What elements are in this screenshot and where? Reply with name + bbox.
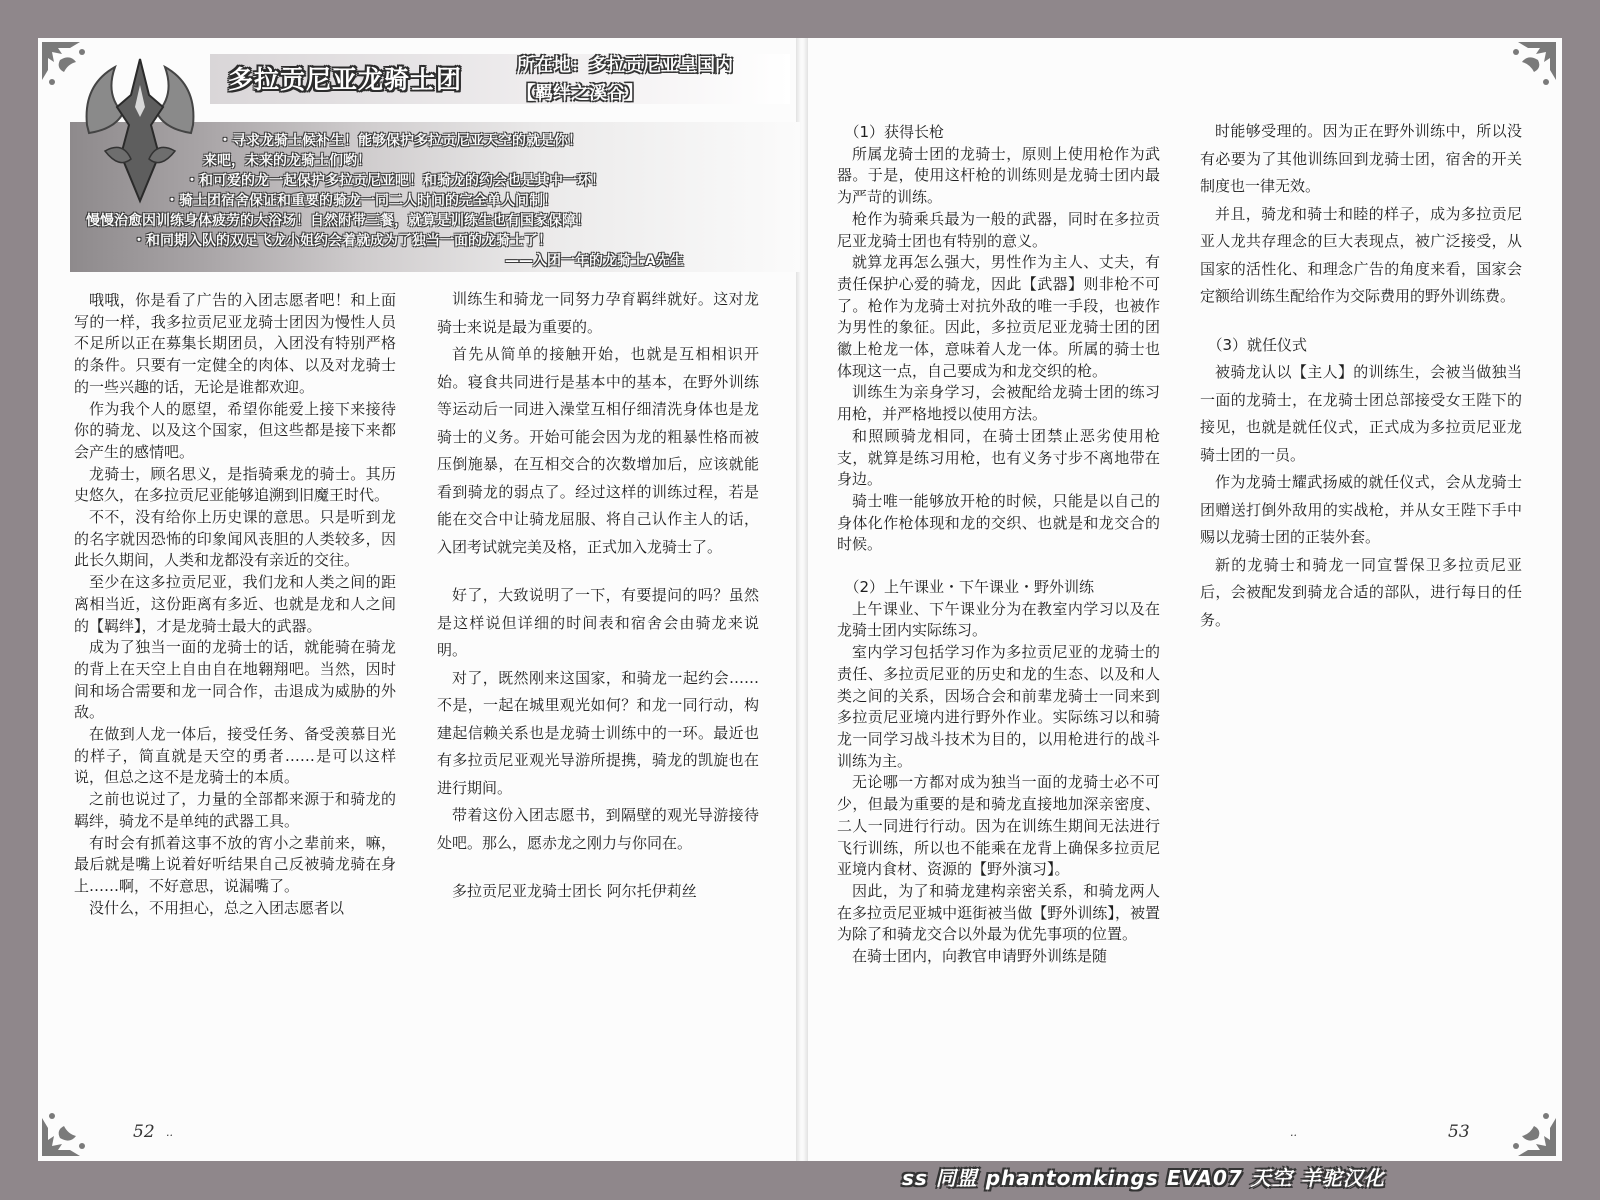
section-heading: （1）获得长枪 — [844, 123, 945, 141]
ad-line: 慢慢治愈因训练身体疲劳的大浴场！自然附带三餐，就算是训练生也有国家保障！ — [86, 213, 590, 229]
corner-ornament-icon — [40, 1088, 110, 1158]
paragraph: 在做到人龙一体后，接受任务、备受羡慕目光的样子，简直就是天空的勇者……是可以这样说，但总之这不是龙骑士的本质。 — [74, 725, 396, 787]
paragraph: 哦哦，你是看了广告的入团志愿者吧！和上面写的一样，我多拉贡尼亚龙骑士团因为慢性人员不足所以正在募集长期团员，入团没有特别严格的条件。只要有一定健全的肉体、以及对龙骑士的一些兴趣的话，无论是谁都欢迎。 — [74, 291, 396, 396]
ad-line: ・和可爱的龙一起保护多拉贡尼亚吧！和骑龙的约会也是其中一环！ — [185, 173, 605, 189]
corner-ornament-icon — [1488, 1088, 1558, 1158]
paragraph: 上午课业、下午课业分为在教室内学习以及在龙骑士团内实际练习。 — [837, 599, 1160, 640]
paragraph: 所属龙骑士团的龙骑士，原则上使用枪作为武器。于是，使用这杆枪的训练则是龙骑士团内最为严苛的训练。 — [837, 144, 1160, 207]
paragraph: 新的龙骑士和骑龙一同宣誓保卫多拉贡尼亚后，会被配发到骑龙合适的部队，进行每日的任务。 — [1200, 555, 1522, 629]
paragraph: 对了，既然刚来这国家，和骑龙一起约会……不是，一起在城里观光如何？和龙一同行动，构建起信赖关系也是龙骑士训练中的一环。最近也有多拉贡尼亚观光导游所提携，骑龙的凯旋也在进行期间。 — [437, 668, 759, 797]
page-number-dots: .. — [166, 1126, 173, 1139]
paragraph: 成为了独当一面的龙骑士的话，就能骑在骑龙的背上在天空上自由自在地翱翔吧。当然，因时间和场合需要和龙一同合作，击退成为威胁的外敌。 — [74, 638, 396, 722]
paragraph: 有时会有抓着这事不放的宵小之辈前来，嘛，最后就是嘴上说着好听结果自己反被骑龙骑在身上……啊，不好意思，说漏嘴了。 — [74, 833, 396, 895]
section-heading: （2）上午课业・下午课业・野外训练 — [844, 578, 1095, 597]
corner-ornament-icon — [1488, 40, 1558, 110]
paragraph: 龙骑士，顾名思义，是指骑乘龙的骑士。其历史悠久，在多拉贡尼亚能够追溯到旧魔王时代。 — [74, 464, 396, 505]
ad-line: 来吧，未来的龙骑士们哟！ — [203, 153, 371, 169]
paragraph: 作为我个人的愿望，希望你能爱上接下来接待你的骑龙、以及这个国家，但这些都是接下来都会产生的感情吧。 — [74, 399, 396, 461]
paragraph: 不不，没有给你上历史课的意思。只是听到龙的名字就因恐怖的印象闻风丧胆的人类较多，因此长久期间，人类和龙都没有亲近的交往。 — [74, 508, 396, 570]
paragraph: 因此，为了和骑龙建构亲密关系，和骑龙两人在多拉贡尼亚城中逛街被当做【野外训练】，被置为除了和骑龙交合以外最为优先事项的位置。 — [837, 881, 1160, 944]
paragraph: 就算龙再怎么强大，男性作为主人、丈夫，有责任保护心爱的骑龙，因此【武器】则非枪不可了。枪作为龙骑士对抗外敌的唯一手段，也被作为男性的象征。因此，多拉贡尼亚龙骑士团的团徽上枪龙一体，意味着人龙一体。所属的骑士也体现这一点，自己要成为和龙交织的枪。 — [837, 253, 1160, 380]
paragraph: 枪作为骑乘兵最为一般的武器，同时在多拉贡尼亚龙骑士团也有特别的意义。 — [837, 209, 1160, 250]
paragraph: 首先从简单的接触开始，也就是互相相识开始。寝食共同进行是基本中的基本，在野外训练等运动后一同进入澡堂互相仔细清洗身体也是龙骑士的义务。开始可能会因为龙的粗暴性格而被压倒施暴，在互相交合的次数增加后，应该就能看到骑龙的弱点了。经过这样的训练过程，若是能在交合中让骑龙屈服、将自己认作主人的话，入团考试就完美及格，正式加入龙骑士了。 — [437, 345, 759, 556]
paragraph: 并且，骑龙和骑士和睦的样子，成为多拉贡尼亚人龙共存理念的巨大表现点，被广泛接受，从国家的活性化、和理念广告的角度来看，国家会定额给训练生配给作为交际费用的野外训练费。 — [1200, 204, 1522, 305]
ad-line: ・寻求龙骑士候补生！能够保护多拉贡尼亚天空的就是你！ — [218, 133, 582, 149]
paragraph: 带着这份入团志愿书，到隔壁的观光导游接待处吧。那么，愿赤龙之刚力与你同在。 — [437, 806, 759, 852]
paragraph: 在骑士团内，向教官申请野外训练是随 — [852, 947, 1108, 966]
text-column-3 — [837, 122, 1160, 968]
text-column-1 — [74, 290, 396, 919]
page-number-right: 53 — [1448, 1122, 1470, 1142]
ad-signature: ——入团一年的龙骑士A先生 — [505, 253, 684, 269]
translation-credit: ss 同盟 phantomkings EVA07 天空 羊驼汉化 — [902, 1166, 1385, 1190]
signature: 多拉贡尼亚龙骑士团长 阿尔托伊莉丝 — [452, 882, 697, 900]
page-number-dots: .. — [1290, 1126, 1297, 1139]
location-heading — [517, 52, 733, 108]
ad-line: ・骑士团宿舍保证和重要的骑龙一同二人时间的完全单人间制！ — [165, 193, 557, 209]
text-column-2 — [437, 286, 759, 906]
paragraph: 至少在这多拉贡尼亚，我们龙和人类之间的距离相当近，这份距离有多近、也就是龙和人之间的【羁绊】，才是龙骑士最大的武器。 — [74, 573, 396, 635]
page-title: 多拉贡尼亚龙骑士团 — [228, 65, 463, 94]
paragraph: 训练生和骑龙一同努力孕育羁绊就好。这对龙骑士来说是最为重要的。 — [437, 290, 759, 336]
paragraph: 训练生为亲身学习，会被配给龙骑士团的练习用枪，并严格地授以使用方法。 — [837, 383, 1160, 424]
page-number-left: 52 — [133, 1122, 155, 1142]
paragraph: 好了，大致说明了一下，有要提问的吗？虽然是这样说但详细的时间表和宿舍会由骑龙来说明。 — [437, 586, 759, 659]
location-line: 所在地：多拉贡尼亚皇国内 — [517, 55, 733, 76]
paragraph: 骑士唯一能够放开枪的时候，只能是以自己的身体化作枪体现和龙的交织、也就是和龙交合的时候。 — [837, 491, 1160, 554]
paragraph: 作为龙骑士耀武扬威的就任仪式，会从龙骑士团赠送打倒外敌用的实战枪，并从女王陛下手中赐以龙骑士团的正装外套。 — [1200, 473, 1522, 546]
paragraph: 被骑龙认以【主人】的训练生，会被当做独当一面的龙骑士，在龙骑士团总部接受女王陛下的接见，也就是就任仪式，正式成为多拉贡尼亚龙骑士团的一员。 — [1200, 363, 1522, 464]
paragraph: 没什么，不用担心，总之入团志愿者以 — [89, 898, 345, 917]
paragraph: 无论哪一方都对成为独当一面的龙骑士必不可少，但最为重要的是和骑龙直接地加深亲密度、二人一同进行行动。因为在训练生期间无法进行飞行训练，所以也不能乘在龙背上确保多拉贡尼亚境内食材、资源的【野外演习】。 — [837, 773, 1160, 879]
ad-line: ・和同期入队的双足飞龙小姐约会着就成为了独当一面的龙骑士了！ — [132, 233, 552, 249]
paragraph: 时能够受理的。因为正在野外训练中，所以没有必要为了其他训练回到龙骑士团，宿舍的开关制度也一律无效。 — [1200, 122, 1522, 195]
paragraph: 室内学习包括学习作为多拉贡尼亚的龙骑士的责任、多拉贡尼亚的历史和龙的生态、以及和人类之间的关系，因场合会和前辈龙骑士一同来到多拉贡尼亚境内进行野外作业。实际练习以和骑龙一同学习战斗技术为目的，以用枪进行的战斗训练为主。 — [837, 643, 1160, 770]
section-heading: （3）就任仪式 — [1207, 335, 1308, 354]
paragraph: 之前也说过了，力量的全部都来源于和骑龙的羁绊，骑龙不是单纯的武器工具。 — [74, 790, 396, 830]
location-subtitle: 【羁绊之溪谷】 — [517, 83, 643, 104]
text-column-4 — [1200, 118, 1522, 634]
paragraph: 和照顾骑龙相同，在骑士团禁止恶劣使用枪支，就算是练习用枪，也有义务寸步不离地带在身边。 — [837, 426, 1160, 489]
